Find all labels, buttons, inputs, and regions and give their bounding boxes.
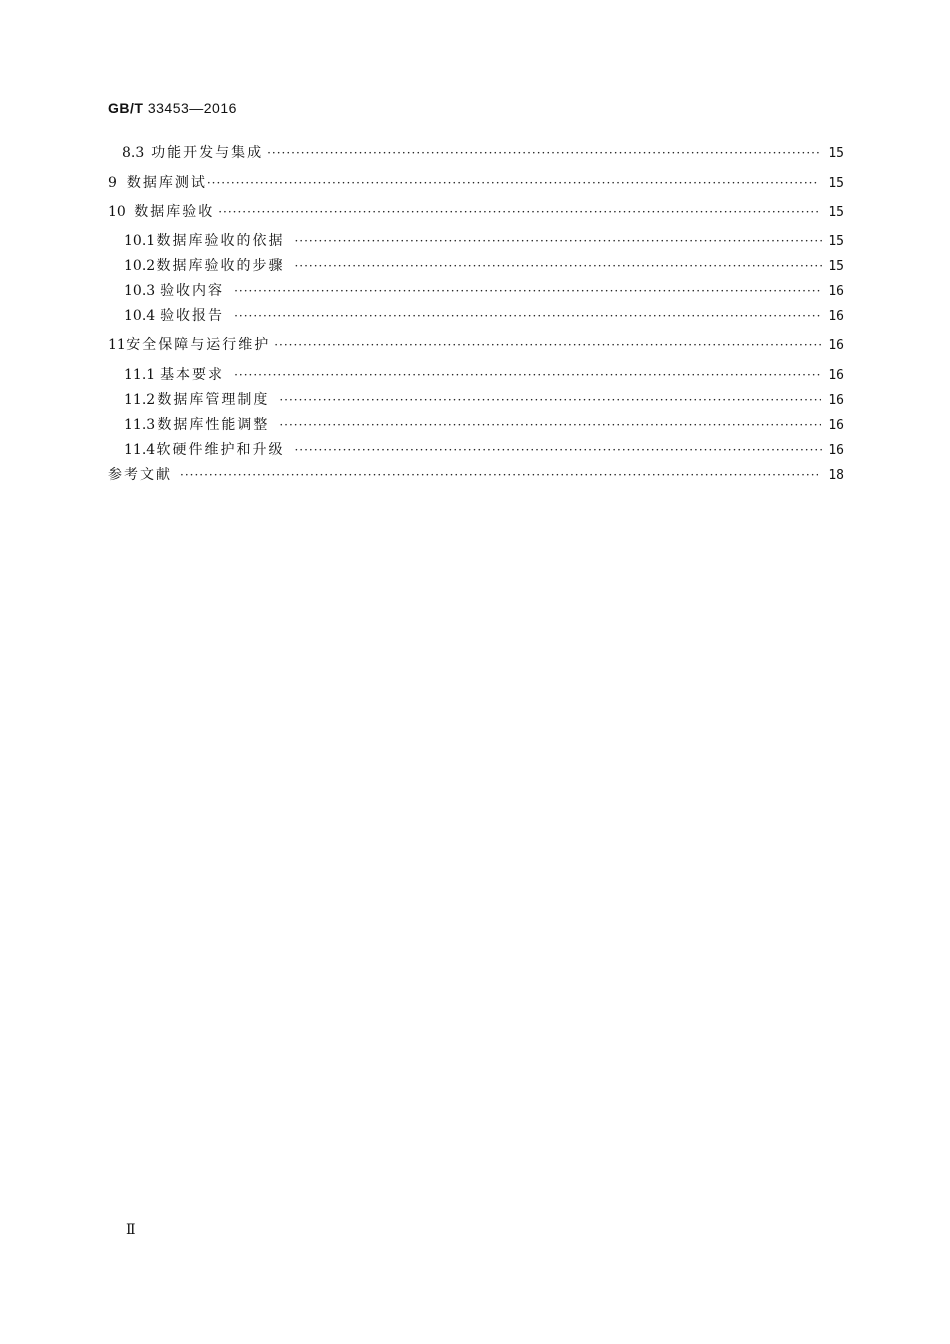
toc-number: 11.4 <box>124 442 156 458</box>
toc-leader <box>180 464 818 486</box>
toc-title: 参考文献 <box>108 467 172 483</box>
toc-title: 数据库验收 <box>134 204 215 220</box>
toc-page: 16 <box>828 338 844 353</box>
toc-title: 验收内容 <box>160 283 225 299</box>
toc-page: 15 <box>828 146 844 161</box>
toc-page: 16 <box>828 418 844 433</box>
toc-entry-9[interactable] <box>108 172 844 194</box>
toc-page: 15 <box>828 205 844 220</box>
toc-number: 11.1 <box>124 367 156 383</box>
toc-entry-10[interactable] <box>108 201 844 223</box>
toc-number: 10.1 <box>124 233 156 249</box>
toc-number: 10.4 <box>124 308 156 324</box>
toc-title: 数据库测试 <box>126 175 207 191</box>
toc-entry-10-2[interactable] <box>124 255 844 277</box>
toc-title: 数据库性能调整 <box>157 417 270 433</box>
toc-title: 功能开发与集成 <box>151 145 264 161</box>
standard-code: GB/T <box>108 100 144 116</box>
toc-leader <box>234 364 820 386</box>
toc-number: 8.3 <box>122 145 145 161</box>
toc-number: 10 <box>108 204 126 220</box>
document-header <box>108 100 237 116</box>
toc-title: 安全保障与运行维护 <box>126 337 271 353</box>
toc-leader <box>294 230 821 252</box>
toc-title: 数据库管理制度 <box>157 392 270 408</box>
toc-entry-11-4[interactable] <box>124 439 844 461</box>
toc-page: 15 <box>828 176 844 191</box>
toc-leader <box>274 334 821 356</box>
toc-entry-10-3[interactable] <box>124 280 844 302</box>
toc-leader <box>279 389 821 411</box>
toc-title: 验收报告 <box>160 308 225 324</box>
toc-number: 10.3 <box>124 283 156 299</box>
toc-number: 9 <box>108 175 117 191</box>
toc-title: 软硬件维护和升级 <box>156 442 285 458</box>
toc-entry-10-4[interactable] <box>124 305 844 327</box>
toc-number: 11.3 <box>124 417 156 433</box>
toc-number: 11 <box>108 337 126 353</box>
toc-leader <box>294 439 821 461</box>
toc-entry-11[interactable] <box>108 334 844 356</box>
toc-entry-references[interactable] <box>108 464 844 486</box>
toc-title: 基本要求 <box>160 367 225 383</box>
toc-number: 11.2 <box>124 392 156 408</box>
toc-page: 15 <box>828 234 844 249</box>
toc-page: 18 <box>828 468 844 483</box>
toc-leader <box>207 172 819 194</box>
toc-leader <box>234 280 820 302</box>
toc-title: 数据库验收的依据 <box>156 233 285 249</box>
toc-page: 16 <box>828 393 844 408</box>
toc-leader <box>218 201 819 223</box>
toc-page: 16 <box>828 309 844 324</box>
toc-entry-8-3[interactable] <box>122 142 844 164</box>
toc-page: 16 <box>828 368 844 383</box>
toc-leader <box>279 414 821 436</box>
toc-leader <box>294 255 821 277</box>
toc-number: 10.2 <box>124 258 156 274</box>
toc-entry-11-2[interactable] <box>124 389 844 411</box>
toc-entry-11-1[interactable] <box>124 364 844 386</box>
toc-page: 16 <box>828 443 844 458</box>
page-number: Ⅱ <box>126 1222 136 1238</box>
toc-entry-11-3[interactable] <box>124 414 844 436</box>
toc-title: 数据库验收的步骤 <box>156 258 285 274</box>
toc-page: 15 <box>828 259 844 274</box>
toc-leader <box>234 305 820 327</box>
standard-number: 33453—2016 <box>147 100 237 116</box>
toc-page: 16 <box>828 284 844 299</box>
toc-entry-10-1[interactable] <box>124 230 844 252</box>
toc-leader <box>267 142 821 164</box>
